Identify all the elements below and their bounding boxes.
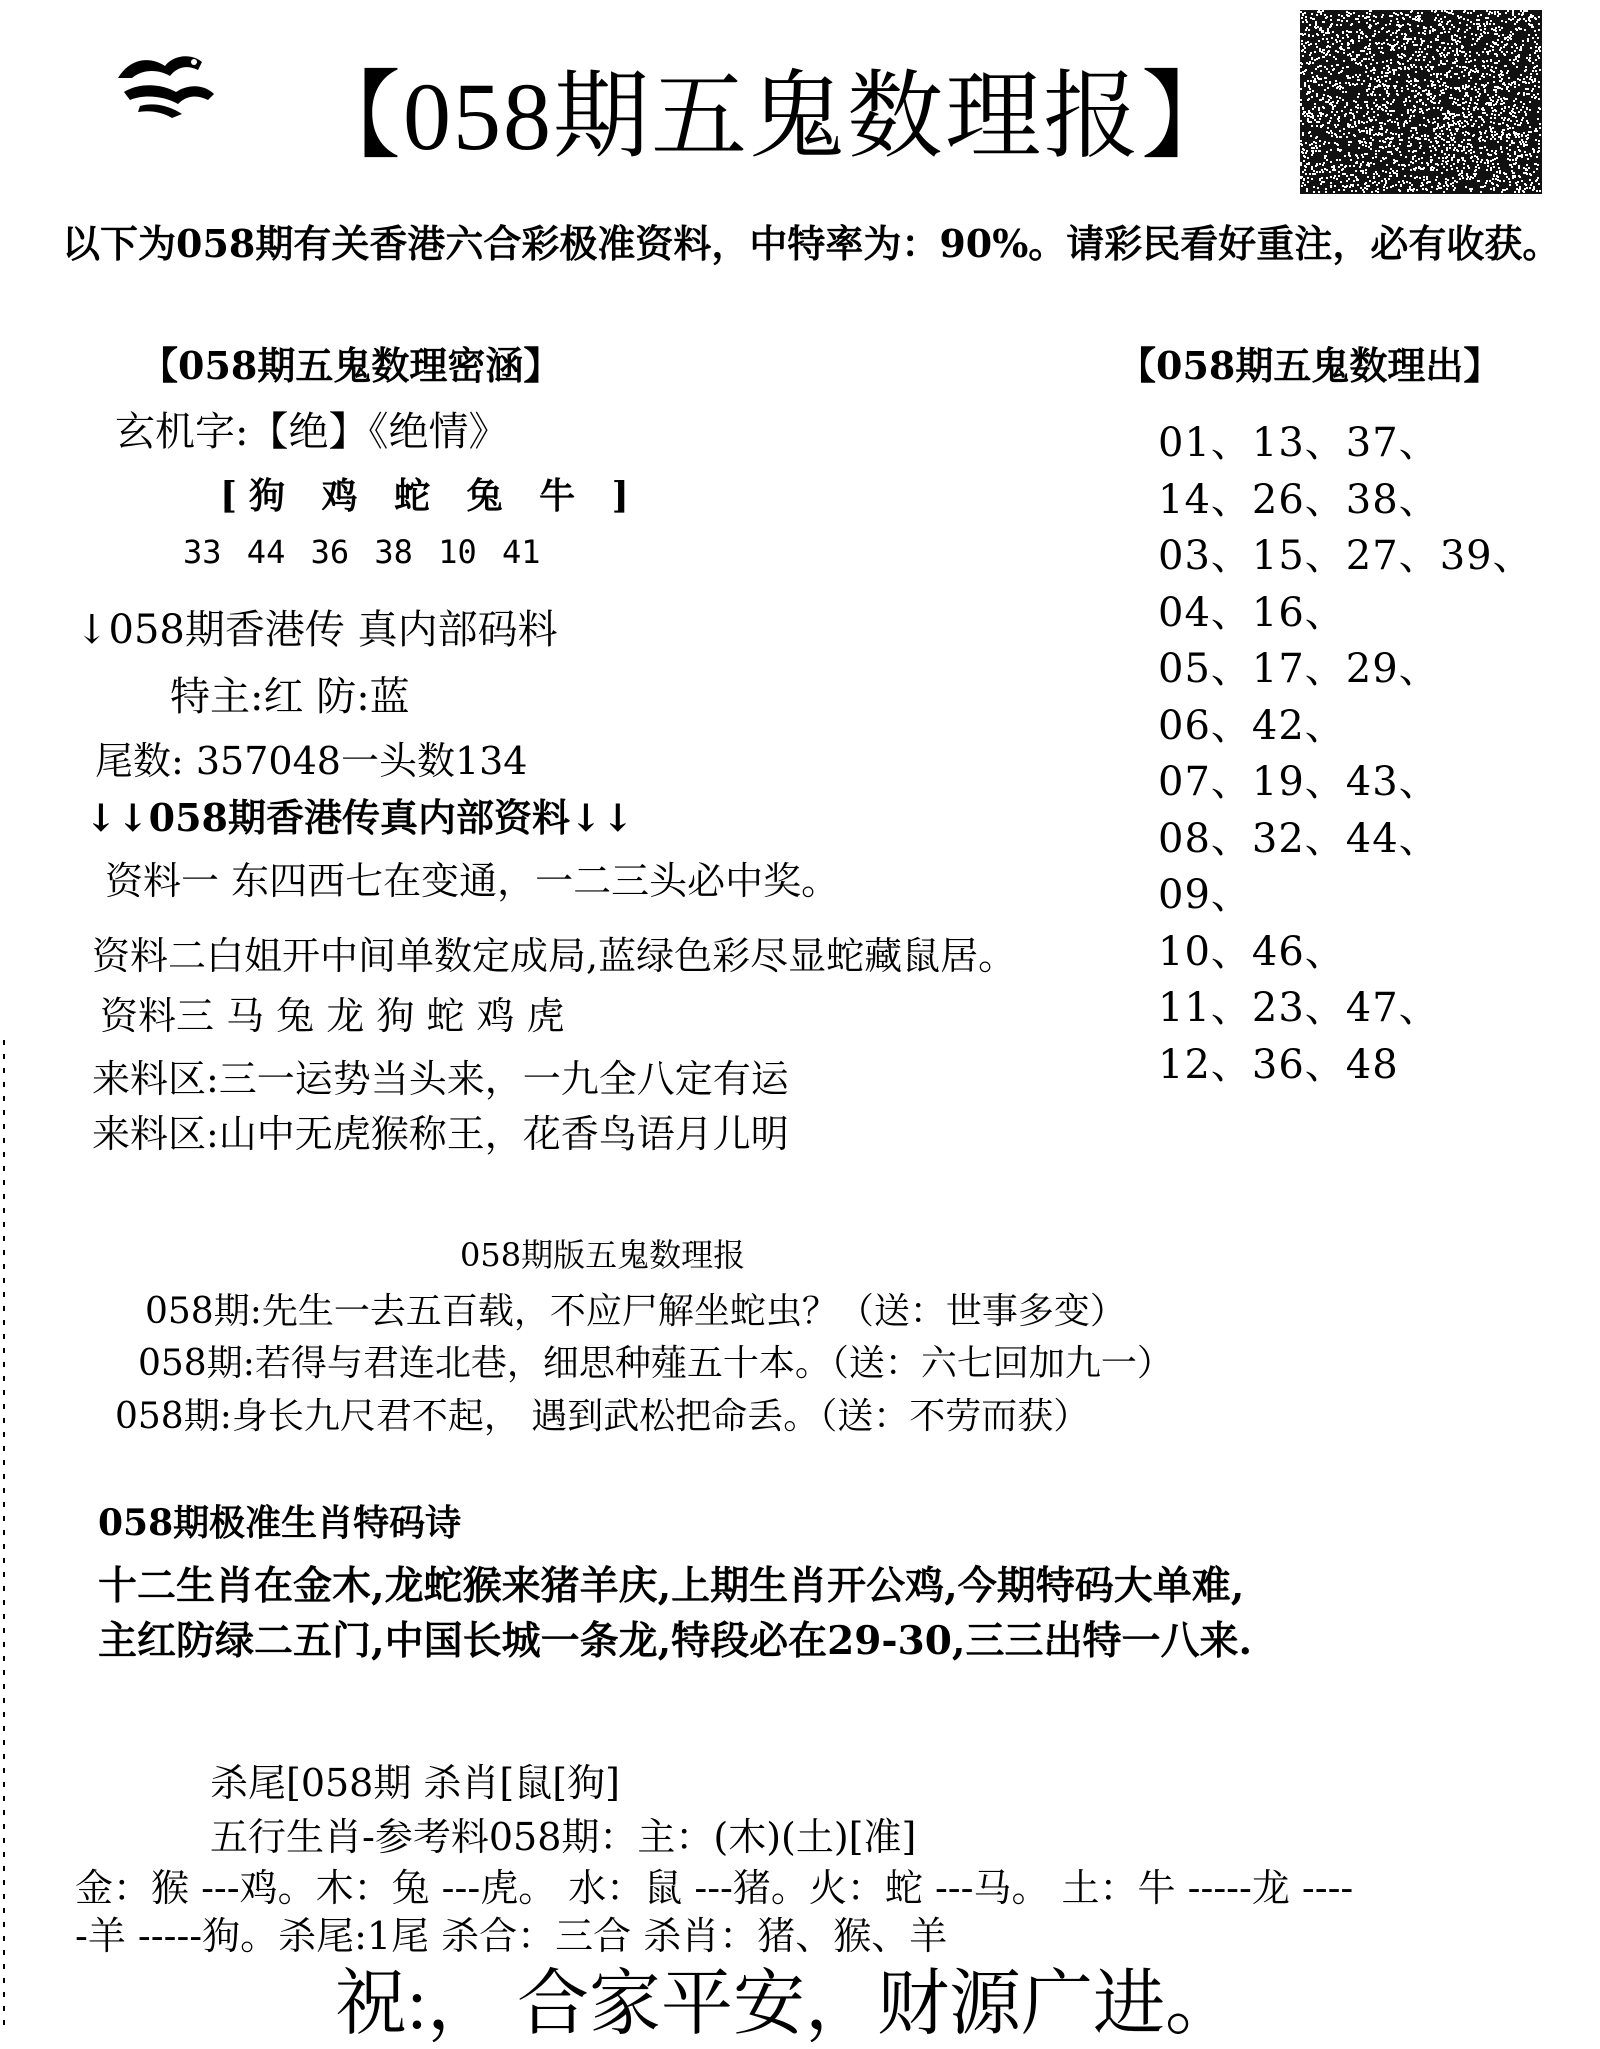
kill-tail-zodiac: 杀尾[058期 杀肖[鼠[狗] (210, 1761, 620, 1805)
five-elements-line-1: 金：猴 ---鸡。木：兔 ---虎。 水：鼠 ---猪。火：蛇 ---马。 土：牛 -----龙 ---- (75, 1866, 1354, 1910)
list-item: 03、15、27、39、 (1158, 533, 1534, 579)
zodiac-list: [狗 鸡 蛇 兔 牛 ] (220, 475, 641, 517)
numbers-section-heading: 【058期五鬼数理出】 (1118, 343, 1502, 388)
list-item: 09、 (1158, 872, 1252, 918)
source-line-2: 来料区:山中无虎猴称王，花香鸟语月儿明 (92, 1112, 789, 1156)
mystery-numbers: 33 44 36 38 10 41 (183, 533, 541, 571)
data-item-3: 资料三 马 兔 龙 狗 蛇 鸡 虎 (100, 994, 565, 1038)
list-item: 10、46、 (1158, 928, 1346, 975)
riddles-title: 058期版五鬼数理报 (460, 1236, 746, 1274)
data-item-1: 资料一 东四西七在变通，一二三头必中奖。 (105, 859, 840, 903)
source-line-1: 来料区:三一运势当头来，一九全八定有运 (92, 1057, 789, 1101)
list-item: 04、16、 (1158, 589, 1346, 636)
list-item: 14、26、38、 (1158, 476, 1440, 523)
blessing: 祝:， 合家平安，财源广进。 (335, 1964, 1238, 2044)
list-item: 08、32、44、 (1158, 815, 1440, 862)
list-item: 07、19、43、 (1158, 759, 1440, 805)
tail-head-numbers: 尾数: 357048一头数134 (95, 739, 528, 783)
page-title: 【058期五鬼数理报】 (305, 63, 1239, 170)
riddle-line-2: 058期:若得与君连北巷，细思种薤五十本。（送：六七回加九一） (138, 1343, 1173, 1384)
list-item: 01、13、37、 (1158, 420, 1440, 466)
scan-edge-dots (0, 1040, 8, 2030)
dragon-logo-icon (110, 48, 220, 120)
list-item: 12、36、48 (1158, 1041, 1399, 1088)
list-item: 06、42、 (1158, 702, 1346, 749)
insider-data-heading: ↓↓058期香港传真内部资料↓↓ (85, 795, 634, 840)
five-elements-heading: 五行生肖-参考料058期：主：(木)(土)[准] (210, 1815, 917, 1859)
mystery-word: 玄机字:【绝】《绝情》 (115, 409, 509, 455)
five-elements-line-2: -羊 -----狗。杀尾:1尾 杀合：三合 杀肖：猪、猴、羊 (75, 1914, 948, 1958)
list-item: 11、23、47、 (1158, 985, 1440, 1031)
list-item: 05、17、29、 (1158, 646, 1440, 692)
poem-line-2: 主红防绿二五门,中国长城一条龙,特段必在29-30,三三出特一八来. (98, 1618, 1253, 1664)
numbers-list (1158, 415, 1534, 1093)
qr-code-icon (1300, 10, 1542, 194)
poem-title: 058期极准生肖特码诗 (98, 1502, 462, 1544)
poem-line-1: 十二生肖在金木,龙蛇猴来猪羊庆,上期生肖开公鸡,今期特码大单难, (98, 1563, 1245, 1609)
secret-section-heading: 【058期五鬼数理密涵】 (140, 343, 562, 388)
riddle-line-3: 058期:身长九尺君不起， 遇到武松把命丢。（送：不劳而获） (115, 1396, 1090, 1437)
intro-text: 以下为058期有关香港六合彩极准资料，中特率为：90%。请彩民看好重注，必有收获。 (62, 221, 1561, 266)
insider-code-heading: ↓058期香港传 真内部码料 (75, 607, 558, 653)
riddle-line-1: 058期:先生一去五百载，不应尸解坐蛇虫？（送：世事多变） (145, 1291, 1126, 1332)
main-guard-colors: 特主:红 防:蓝 (170, 674, 410, 720)
data-item-2: 资料二白姐开中间单数定成局,蓝绿色彩尽显蛇藏鼠居。 (92, 934, 1017, 978)
